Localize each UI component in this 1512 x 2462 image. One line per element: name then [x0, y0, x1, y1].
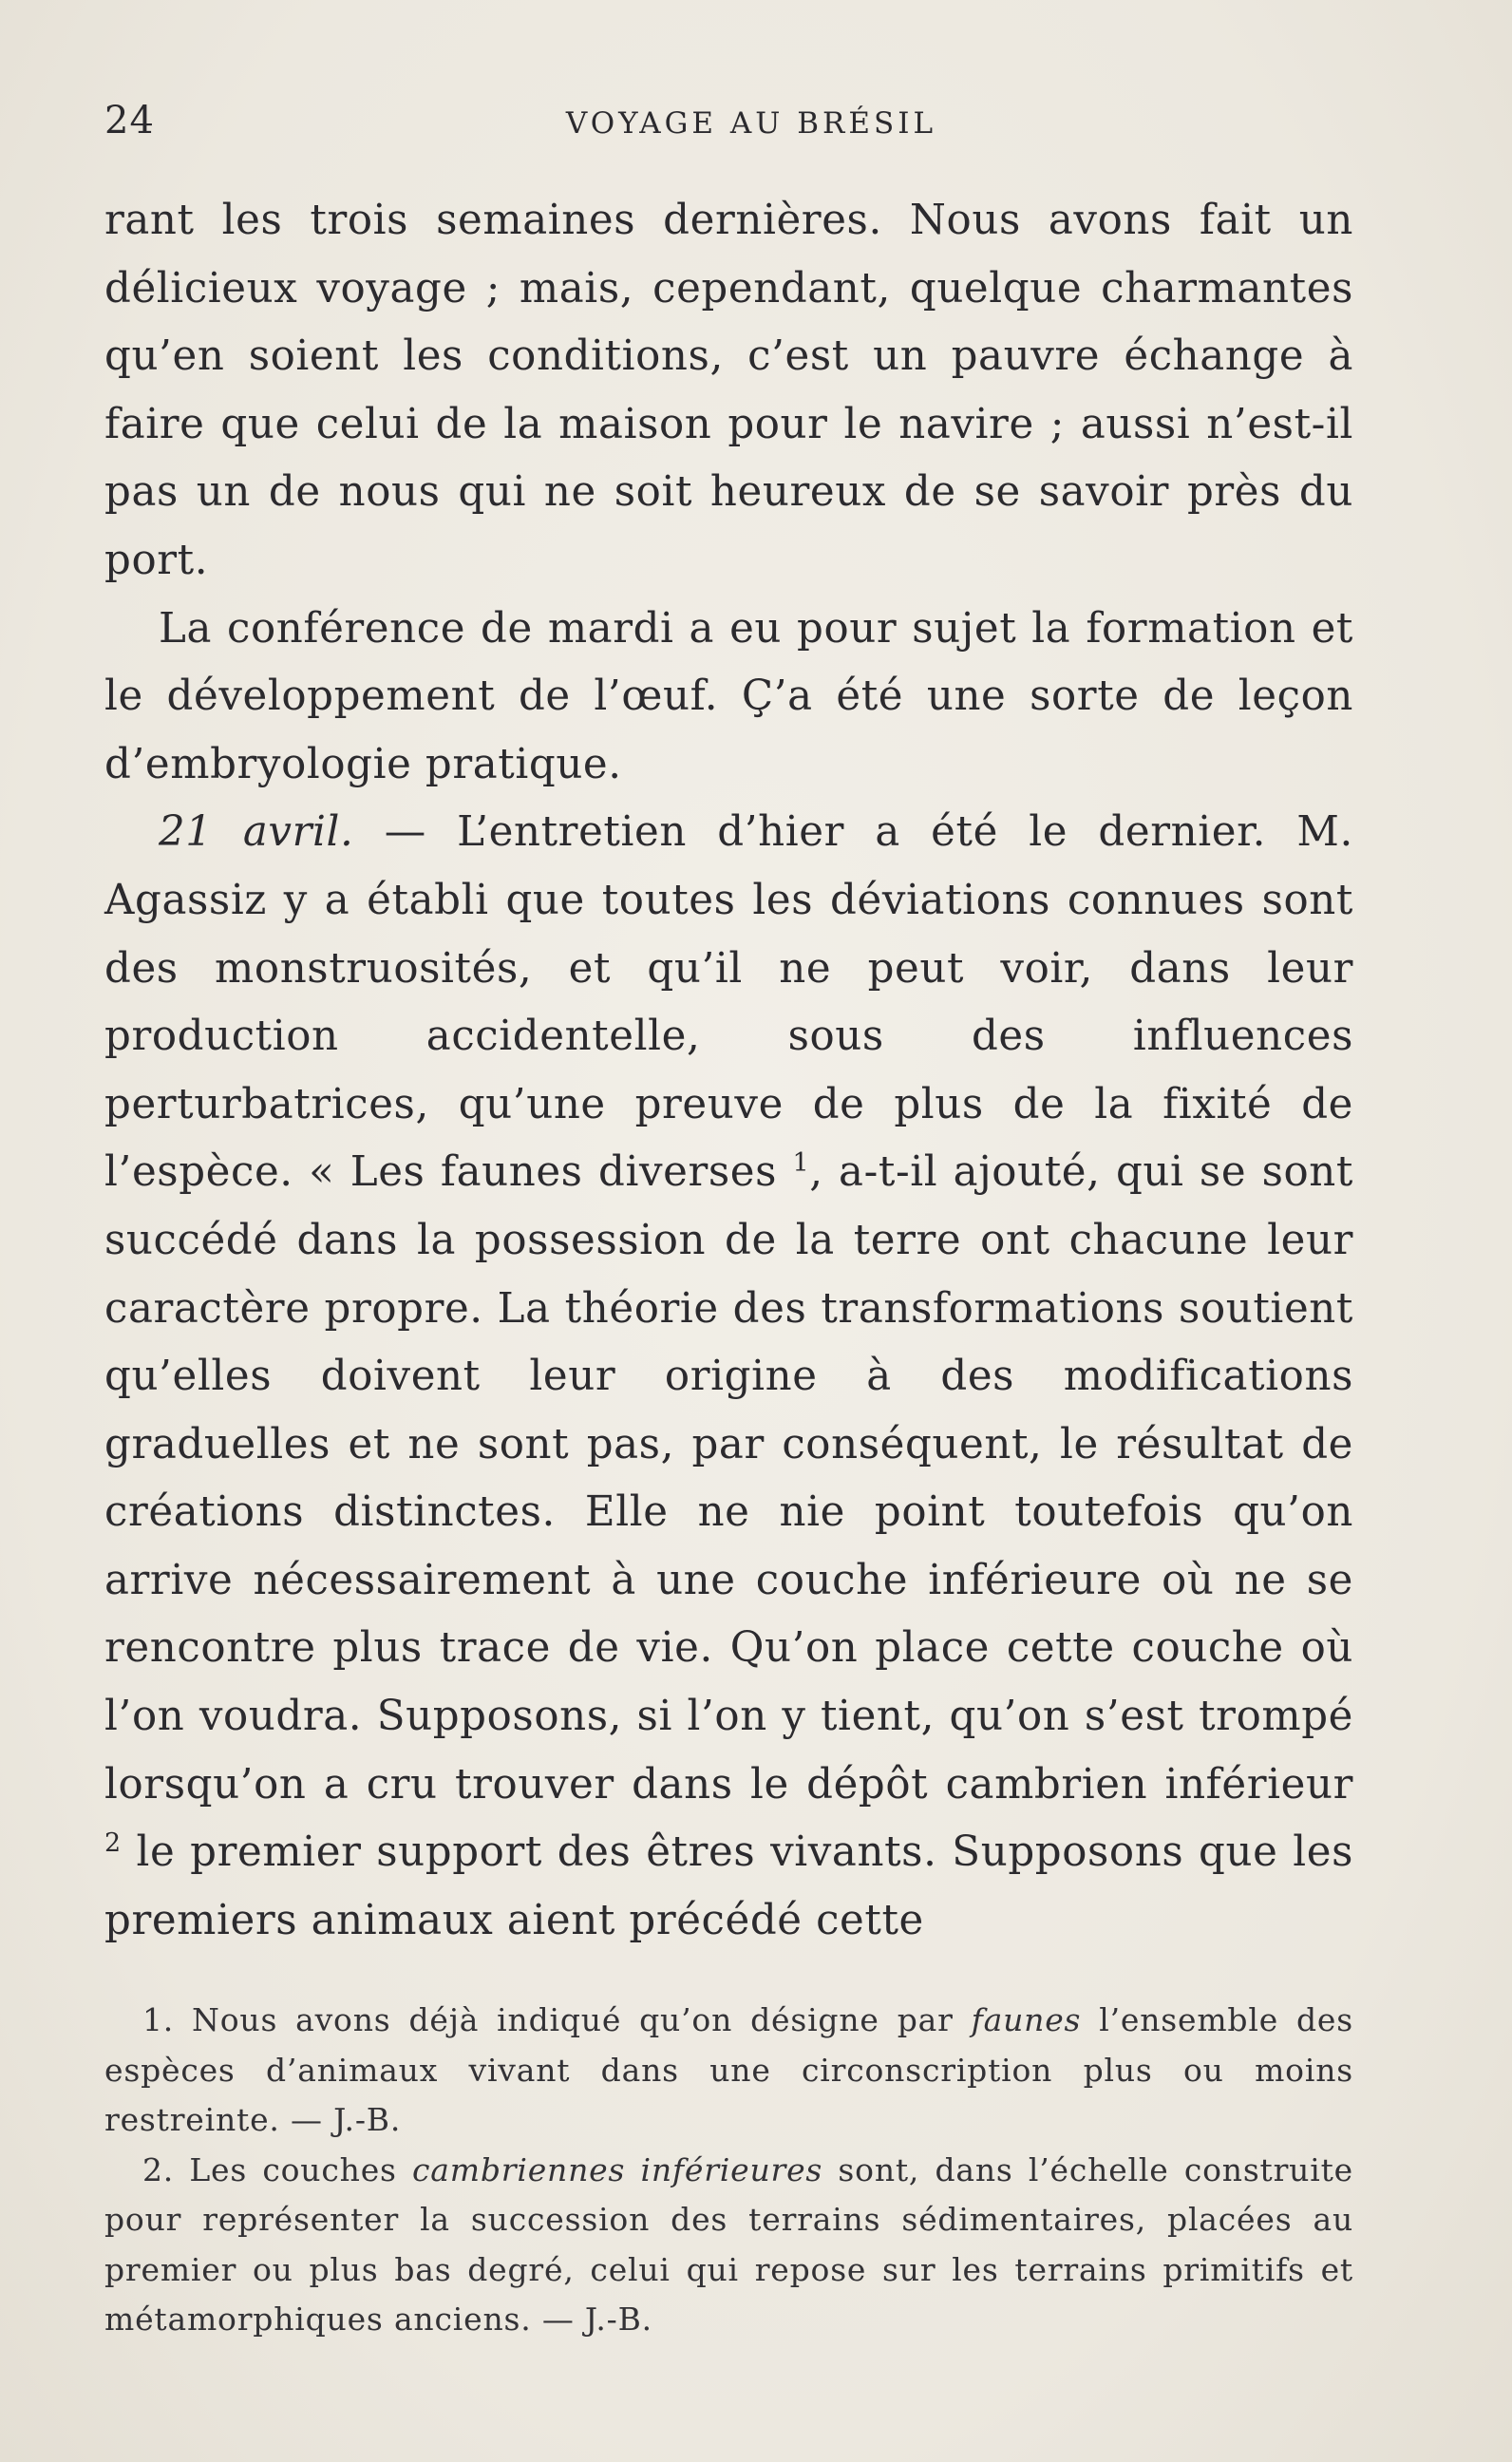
footnote-1-number: 1.: [142, 2001, 175, 2038]
footnote-2-text-b: sont, dans l’échelle construite pour représenter la succession des terrains sédimentaires, placées au premier ou plus bas degré, celui qui repose sur les terrains primitifs et métamorphiques anciens. — J.-B.: [104, 2150, 1353, 2338]
paragraph-3: [104, 799, 1353, 1955]
entry-date: 21 avril.: [159, 808, 354, 857]
page-header: [104, 99, 1360, 156]
footnote-1-text-b: l’ensemble des espèces d’animaux vivant dans une circonscription plus ou moins restreinte. — J.-B.: [104, 2001, 1353, 2138]
footnote-1-italic: faunes: [971, 2001, 1082, 2038]
footnote-2-italic: cambriennes inférieures: [412, 2150, 823, 2188]
footnote-1-text-a: Nous avons déjà indiqué qu’on désigne par: [174, 2001, 972, 2038]
paragraph-3-text-b: , a-t-il ajouté, qui se sont succédé dans la possession de la terre ont chacune leur caractère propre. La théorie des transformations soutient qu’elles doivent leur origine à des modifications graduelles et ne sont pas, par conséquent, le résultat de créations distinctes. Elle ne nie point toutefois qu’on arrive nécessairement à une couche inférieure où ne se rencontre plus trace de vie. Qu’on place cette couche où l’on voudra. Supposons, si l’on y tient, qu’on s’est trompé lorsqu’on a cru trouver dans le dépôt cambrien inférieur: [104, 1148, 1353, 1809]
paragraph-2-text: La conférence de mardi a eu pour sujet la formation et le développement de l’œuf. Ç’a été une sorte de leçon d’embryologie pratique.: [104, 604, 1353, 788]
footnote-ref-2[interactable]: 2: [104, 1828, 122, 1859]
footnote-1: [104, 1996, 1353, 2146]
paragraph-1: [104, 187, 1353, 596]
footnote-2-number: 2.: [142, 2150, 175, 2188]
footnote-2: [104, 2146, 1353, 2345]
paragraph-3-text-a: — L’entretien d’hier a été le dernier. M. Agassiz y a établi que toutes les déviations connues sont des monstruosités, et qu’il ne peut voir, dans leur production accidentelle, sous des influences perturbatrices, qu’une preuve de plus de la fixité de l’espèce. « Les faunes diverses: [104, 808, 1353, 1197]
main-text: [104, 187, 1353, 1955]
paragraph-1-text: rant les trois semaines dernières. Nous avons fait un délicieux voyage ; mais, cependant, quelque charmantes qu’en soient les conditions, c’est un pauvre échange à faire que celui de la maison pour le navire ; aussi n’est-il pas un de nous qui ne soit heureux de se savoir près du port.: [104, 197, 1353, 584]
paragraph-2: [104, 596, 1353, 800]
paragraph-3-text-c: le premier support des êtres vivants. Supposons que les premiers animaux aient précédé cette: [104, 1828, 1353, 1944]
footnote-ref-1[interactable]: 1: [792, 1148, 810, 1179]
footnotes: [104, 1996, 1353, 2345]
running-title: VOYAGE AU BRÉSIL: [565, 106, 937, 141]
page-number: 24: [104, 99, 155, 142]
footnote-2-text-a: Les couches: [174, 2150, 413, 2188]
